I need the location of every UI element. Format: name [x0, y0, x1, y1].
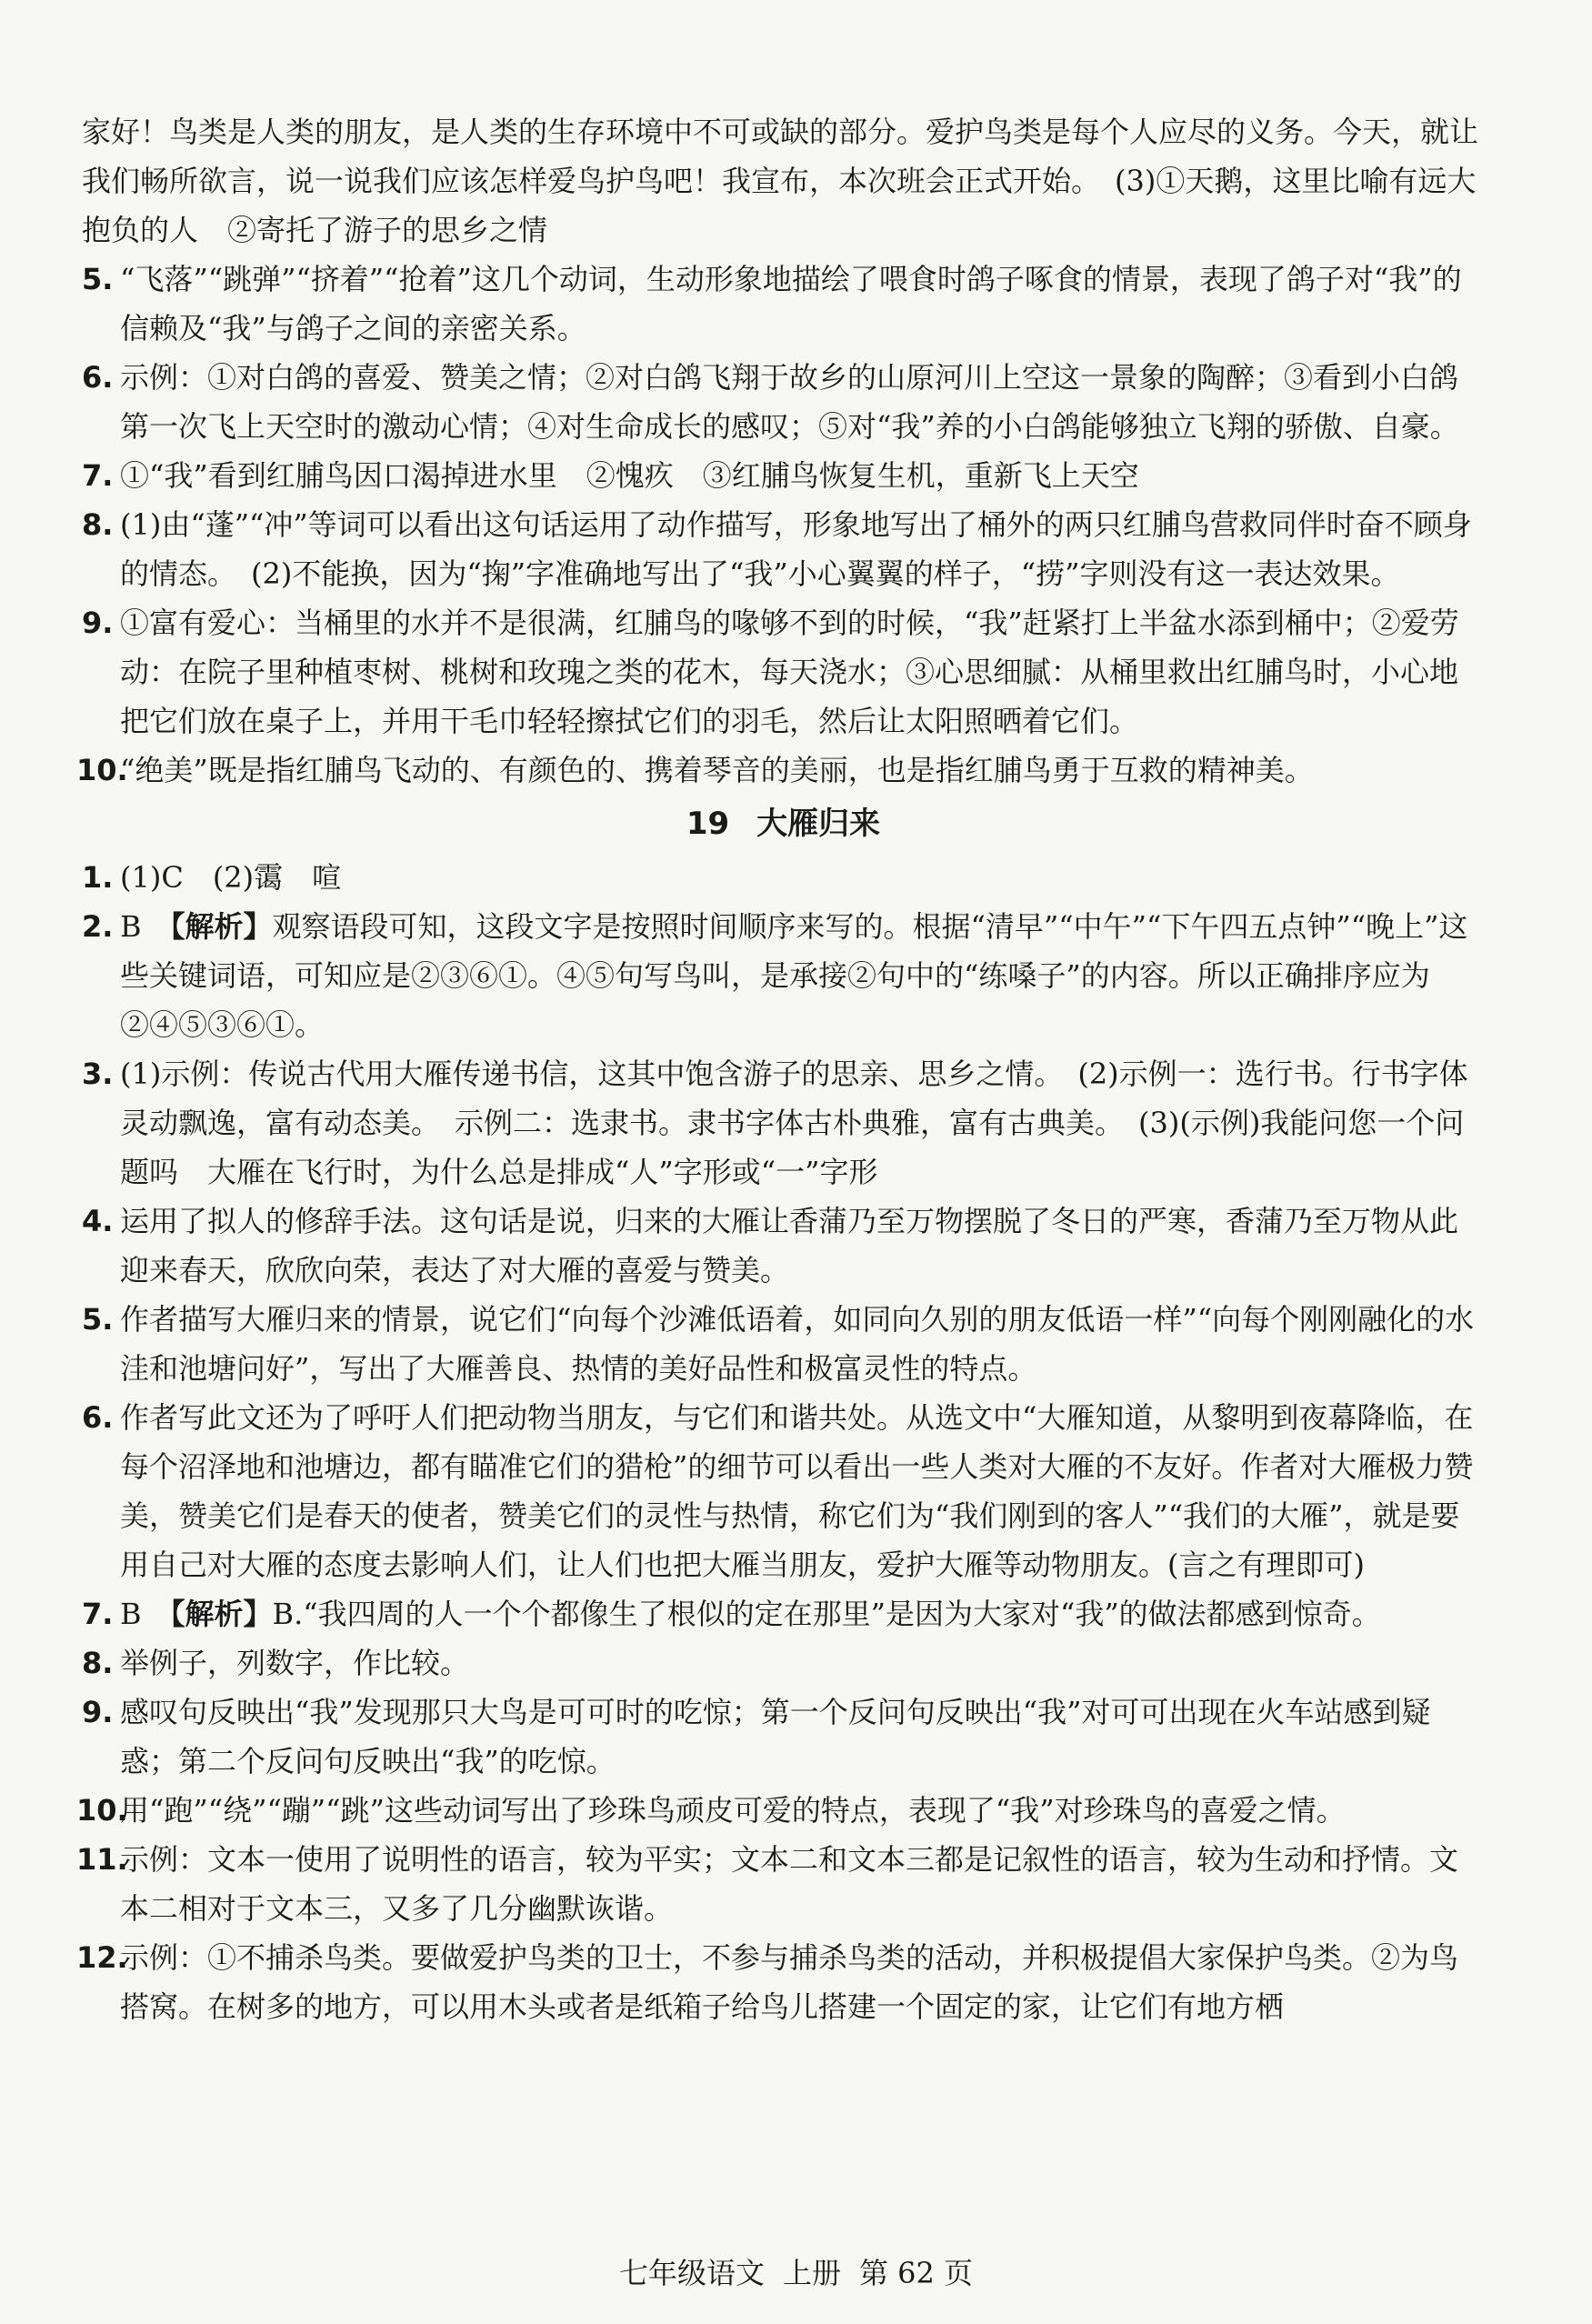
- item-number: 7.: [82, 458, 114, 493]
- item-text: (1)C (2)霭 喧: [120, 860, 342, 895]
- item-answer: B: [120, 909, 142, 944]
- item-text: 示例：文本一使用了说明性的语言，较为平实；文本二和文本三都是记叙性的语言，较为生动和抒情。文本二相对于文本三，又多了几分幽默诙谐。: [120, 1842, 1459, 1926]
- answer-item-6a: [82, 353, 1485, 451]
- item-number: 12.: [76, 1940, 128, 1975]
- answer-item-7b: [82, 1589, 1485, 1638]
- item-text: 运用了拟人的修辞手法。这句话是说，归来的大雁让香蒲乃至万物摆脱了冬日的严寒，香蒲乃至万物从此迎来春天，欣欣向荣，表达了对大雁的喜爱与赞美。: [120, 1204, 1459, 1287]
- answer-item-1b: [82, 853, 1485, 902]
- page-footer: [0, 2255, 1592, 2291]
- answer-item-5a: [82, 255, 1485, 353]
- answer-item-8b: [82, 1638, 1485, 1688]
- item-text: 示例：①不捕杀鸟类。要做爱护鸟类的卫士，不参与捕杀鸟类的活动，并积极提倡大家保护鸟类。②为鸟搭窝。在树多的地方，可以用木头或者是纸箱子给鸟儿搭建一个固定的家，让它们有地方栖: [120, 1940, 1459, 2024]
- answer-item-10b: [76, 1786, 1485, 1835]
- item-text: B.“我四周的人一个个都像生了根似的定在那里”是因为大家对“我”的做法都感到惊奇。: [272, 1597, 1381, 1631]
- answer-item-9a: [82, 598, 1485, 746]
- item-number: 9.: [82, 1695, 114, 1729]
- section-heading: [82, 796, 1485, 851]
- answer-item-8a: [82, 500, 1485, 598]
- footer-volume: 上册: [782, 2256, 841, 2290]
- item-text: 作者描写大雁归来的情景，说它们“向每个沙滩低语着，如同向久别的朋友低语一样”“向每个刚刚融化的水洼和池塘问好”，写出了大雁善良、热情的美好品性和极富灵性的特点。: [120, 1302, 1475, 1386]
- footer-page-number: 第 62 页: [858, 2256, 974, 2290]
- item-text: 示例：①对白鸽的喜爱、赞美之情；②对白鸽飞翔于故乡的山原河川上空这一景象的陶醉；③看到小白鸽第一次飞上天空时的激动心情；④对生命成长的感叹；⑤对“我”养的小白鸽能够独立飞翔的骄傲、自豪。: [120, 360, 1459, 444]
- item-text: ①富有爱心：当桶里的水并不是很满，红脯鸟的喙够不到的时候，“我”赶紧打上半盆水添到桶中；②爱劳动：在院子里种植枣树、桃树和玫瑰之类的花木，每天浇水；③心思细腻：从桶里救出红脯鸟时，小心地把它们放在桌子上，并用干毛巾轻轻擦拭它们的羽毛，然后让太阳照晒着它们。: [120, 606, 1459, 738]
- item-number: 10.: [76, 753, 128, 787]
- answer-list-b: [76, 853, 1485, 2031]
- item-text: (1)由“蓬”“冲”等词可以看出这句话运用了动作描写，形象地写出了桶外的两只红脯鸟营救同伴时奋不顾身的情态。 (2)不能换，因为“掬”字准确地写出了“我”小心翼翼的样子，“捞”字则没有这一表达效果。: [120, 507, 1472, 591]
- answer-item-10a: [76, 746, 1485, 795]
- answer-item-6b: [82, 1393, 1485, 1589]
- item-text: “绝美”既是指红脯鸟飞动的、有颜色的、携着琴音的美丽，也是指红脯鸟勇于互救的精神美。: [120, 753, 1314, 787]
- item-answer: B: [120, 1597, 142, 1631]
- answer-item-12b: [76, 1933, 1485, 2031]
- item-number: 9.: [82, 606, 114, 640]
- item-number: 7.: [82, 1597, 114, 1631]
- item-text: 用“跑”“绕”“蹦”“跳”这些动词写出了珍珠鸟顽皮可爱的特点，表现了“我”对珍珠鸟的喜爱之情。: [120, 1793, 1346, 1828]
- answer-item-2b: [82, 902, 1485, 1049]
- item-number: 6.: [82, 360, 114, 395]
- item-text: ①“我”看到红脯鸟因口渴掉进水里 ②愧疚 ③红脯鸟恢复生机，重新飞上天空: [120, 458, 1139, 493]
- top-paragraph: 家好！鸟类是人类的朋友，是人类的生存环境中不可或缺的部分。爱护鸟类是每个人应尽的义务。今天，就让我们畅所欲言，说一说我们应该怎样爱鸟护鸟吧！我宣布，本次班会正式开始。 (3)①天鹅，这里比喻有远大抱负的人 ②寄托了游子的思乡之情: [82, 115, 1479, 247]
- answer-list-a: [76, 255, 1485, 795]
- answer-item-4b: [82, 1197, 1485, 1295]
- item-text: 作者写此文还为了呼吁人们把动物当朋友，与它们和谐共处。从选文中“大雁知道，从黎明到夜幕降临，在每个沼泽地和池塘边，都有瞄准它们的猎枪”的细节可以看出一些人类对大雁的不友好。作者对大雁极力赞美，赞美它们是春天的使者，赞美它们的灵性与热情，称它们为“我们刚到的客人”“我们的大雁”，就是要用自己对大雁的态度去影响人们，让人们也把大雁当朋友，爱护大雁等动物朋友。(言之有理即可): [120, 1400, 1474, 1582]
- answer-item-11b: [76, 1835, 1485, 1933]
- item-text: 举例子，列数字，作比较。: [120, 1646, 470, 1680]
- answer-item-9b: [82, 1688, 1485, 1786]
- item-number: 11.: [76, 1842, 128, 1877]
- item-text: “飞落”“跳弹”“挤着”“抢着”这几个动词，生动形象地描绘了喂食时鸽子啄食的情景，表现了鸽子对“我”的信赖及“我”与鸽子之间的亲密关系。: [120, 262, 1462, 346]
- answer-item-7a: [82, 451, 1485, 500]
- item-number: 3.: [82, 1057, 114, 1091]
- analysis-tag: 【解析】: [170, 1597, 273, 1631]
- answer-item-5b: [82, 1295, 1485, 1393]
- item-number: 2.: [82, 909, 114, 944]
- section-number: 19: [686, 806, 730, 842]
- item-number: 5.: [82, 1302, 114, 1337]
- analysis-tag: 【解析】: [170, 909, 273, 944]
- item-number: 1.: [82, 860, 114, 895]
- item-text: 感叹句反映出“我”发现那只大鸟是可可时的吃惊；第一个反问句反映出“我”对可可出现在火车站感到疑惑；第二个反问句反映出“我”的吃惊。: [120, 1695, 1431, 1778]
- answer-item-3b: [82, 1049, 1485, 1197]
- item-number: 8.: [82, 507, 114, 542]
- footer-grade: 七年级语文: [618, 2256, 765, 2290]
- item-number: 4.: [82, 1204, 114, 1238]
- item-text: (1)示例：传说古代用大雁传递书信，这其中饱含游子的思亲、思乡之情。 (2)示例一：选行书。行书字体灵动飘逸，富有动态美。 示例二：选隶书。隶书字体古朴典雅，富有古典美。 (3)(示例)我能问您一个问题吗 大雁在飞行时，为什么总是排成“人”字形或“一”字形: [120, 1057, 1468, 1189]
- item-number: 8.: [82, 1646, 114, 1680]
- item-text: 观察语段可知，这段文字是按照时间顺序来写的。根据“清早”“中午”“下午四五点钟”“晚上”这些关键词语，可知应是②③⑥①。④⑤句写鸟叫，是承接②句中的“练嗓子”的内容。所以正确排序应为②④⑤③⑥①。: [120, 909, 1468, 1042]
- item-number: 5.: [82, 262, 114, 296]
- section-title: 大雁归来: [756, 806, 881, 842]
- item-number: 6.: [82, 1400, 114, 1435]
- item-number: 10.: [76, 1793, 128, 1828]
